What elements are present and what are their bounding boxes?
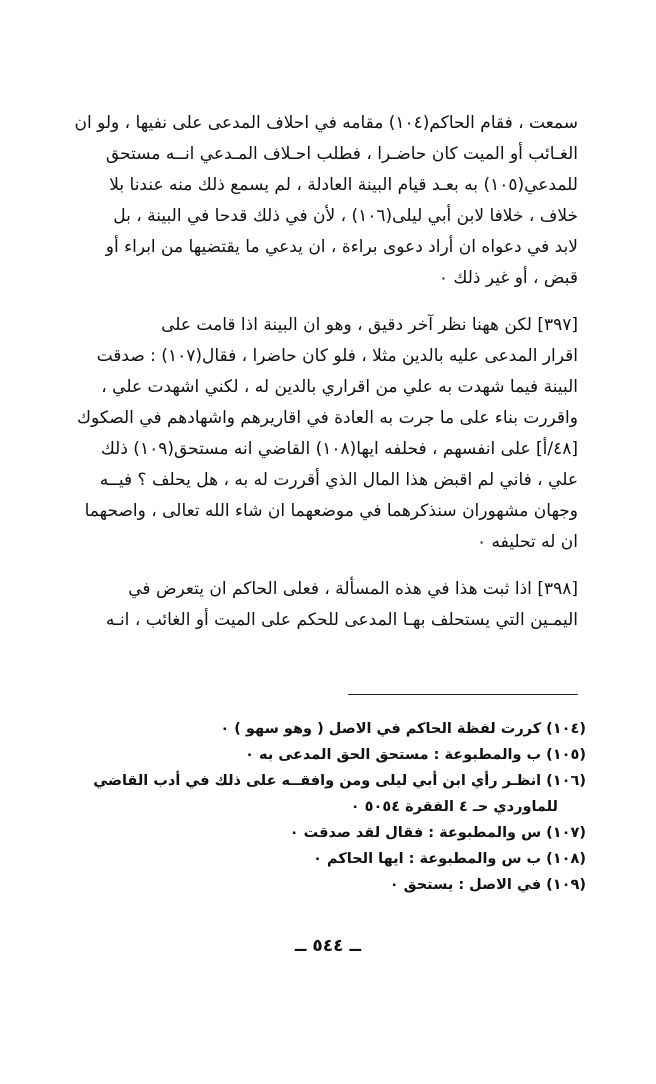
text-line: للمدعي(١٠٥) به بعـد قيام البينة العادلة ، لم يسمع ذلك منه عندنا بلا [109,175,578,195]
text-line: واقررت بناء على ما جرت به العادة في اقاريرهم واشهادهم في الصكوك [77,408,578,428]
paragraph-gap [70,294,578,310]
paragraph-gap [70,558,578,574]
text-line: سمعت ، فقام الحاكم(١٠٤) مقامه في احلاف المدعى على نفيها ، ولو ان [74,113,578,133]
footnote-108: (١٠٨) ب س والمطبوعة : ايها الحاكم ٠ [313,851,586,867]
text-line: [٤٨/أ] على انفسهم ، فحلفه ايها(١٠٨) القاضي انه مستحق(١٠٩) ذلك [100,439,578,459]
page-number: ــ ٥٤٤ ــ [294,936,362,956]
text-line: اقرار المدعى عليه بالدين مثلا ، فلو كان حاضرا ، فقال(١٠٧) : صدقت [96,346,578,366]
footnote-104: (١٠٤) كررت لفظة الحاكم في الاصل ( وهو سهو ) ٠ [220,721,586,737]
text-line: خلاف ، خلافا لابن أبي ليلى(١٠٦) ، لأن في ذلك قدحا في البينة ، بل [113,206,578,226]
text-line: [٣٩٨] اذا ثبت هذا في هذه المسألة ، فعلى الحاكم ان يتعرض في [128,579,578,599]
footnote-105: (١٠٥) ب والمطبوعة : مستحق الحق المدعى به ٠ [245,747,586,763]
text-line: وجهان مشهوران سنذكرهما في موضعهما ان شاء الله تعالى ، واصحهما [84,501,578,521]
text-line: لابد في دعواه ان أراد دعوى براءة ، ان يدعي ما يقتضيها من ابراء أو [105,237,578,257]
footnote-106-continued: للماوردي حـ ٤ الفقرة ٥٠٥٤ ٠ [350,799,558,815]
text-line: ان له تحليفه ٠ [476,532,578,552]
text-line: علي ، فاني لم اقبض هذا المال الذي أقررت له به ، هل يحلف ؟ فيــه [99,470,578,490]
footnote-106: (١٠٦) انظـر رأي ابن أبي ليلى ومن وافقــه على ذلك في أدب القاضي [93,773,586,789]
footnote-109: (١٠٩) في الاصل : يستحق ٠ [389,877,586,893]
text-line: [٣٩٧] لكن ههنا نظر آخر دقيق ، وهو ان البينة اذا قامت على [161,315,578,335]
text-line: اليمـين التي يستحلف بهـا المدعى للحكم على الميت أو الغائب ، انـه [105,610,578,630]
footnote-divider [348,694,578,695]
text-line: قبض ، أو غير ذلك ٠ [438,268,578,288]
main-text [70,108,578,636]
text-line: الغـائب أو الميت كان حاضـرا ، فطلب احـلاف المـدعي انــه مستحق [105,144,578,164]
footnote-107: (١٠٧) س والمطبوعة : فقال لقد صدقت ٠ [289,825,586,841]
text-line: البينة فيما شهدت به علي من اقراري بالدين له ، لكني اشهدت علي ، [101,377,578,397]
footnotes [66,716,586,898]
